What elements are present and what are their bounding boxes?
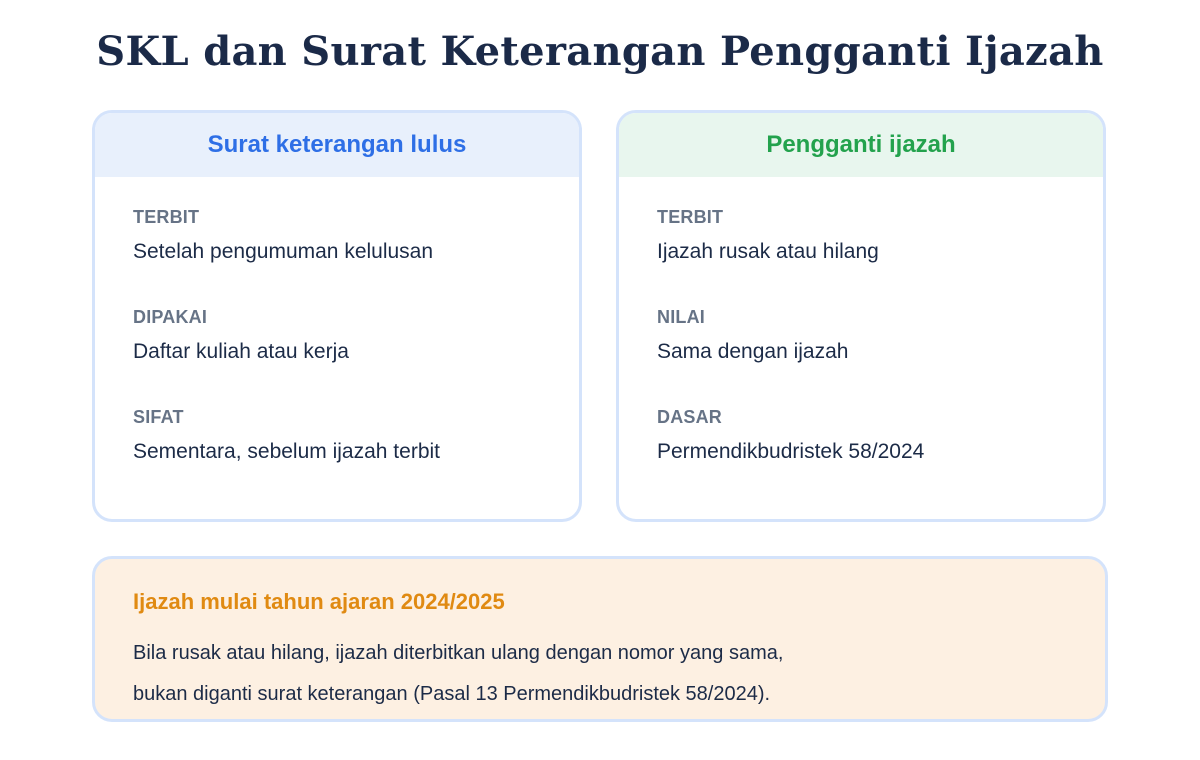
field-value: Daftar kuliah atau kerja	[133, 340, 349, 363]
pengganti-field-terbit	[657, 207, 1083, 264]
field-label: NILAI	[657, 307, 705, 327]
skl-field-sifat	[133, 407, 559, 464]
field-label: TERBIT	[657, 207, 724, 227]
field-value: Sementara, sebelum ijazah terbit	[133, 440, 440, 463]
field-label: SIFAT	[133, 407, 184, 427]
note-line: bukan diganti surat keterangan (Pasal 13 Permendikbudristek 58/2024).	[133, 683, 771, 705]
skl-field-terbit	[133, 207, 559, 264]
pengganti-field-dasar	[657, 407, 1083, 464]
field-label: DIPAKAI	[133, 307, 208, 327]
field-value: Sama dengan ijazah	[657, 340, 849, 363]
note-body	[133, 633, 1033, 715]
pengganti-field-nilai	[657, 307, 1083, 364]
note-line: Bila rusak atau hilang, ijazah diterbitkan ulang dengan nomor yang sama,	[133, 642, 784, 664]
field-value: Ijazah rusak atau hilang	[657, 240, 879, 263]
note-title: Ijazah mulai tahun ajaran 2024/2025	[133, 589, 505, 614]
page-title: SKL dan Surat Keterangan Pengganti Ijazah	[96, 28, 1104, 75]
skl-card-header: Surat keterangan lulus	[95, 113, 579, 177]
info-note-box	[92, 556, 1108, 722]
skl-card	[92, 110, 582, 522]
field-label: DASAR	[657, 407, 723, 427]
field-label: TERBIT	[133, 207, 200, 227]
pengganti-card	[616, 110, 1106, 522]
pengganti-card-header: Pengganti ijazah	[619, 113, 1103, 177]
skl-field-dipakai	[133, 307, 559, 364]
field-value: Setelah pengumuman kelulusan	[133, 240, 434, 263]
field-value: Permendikbudristek 58/2024	[657, 440, 925, 463]
